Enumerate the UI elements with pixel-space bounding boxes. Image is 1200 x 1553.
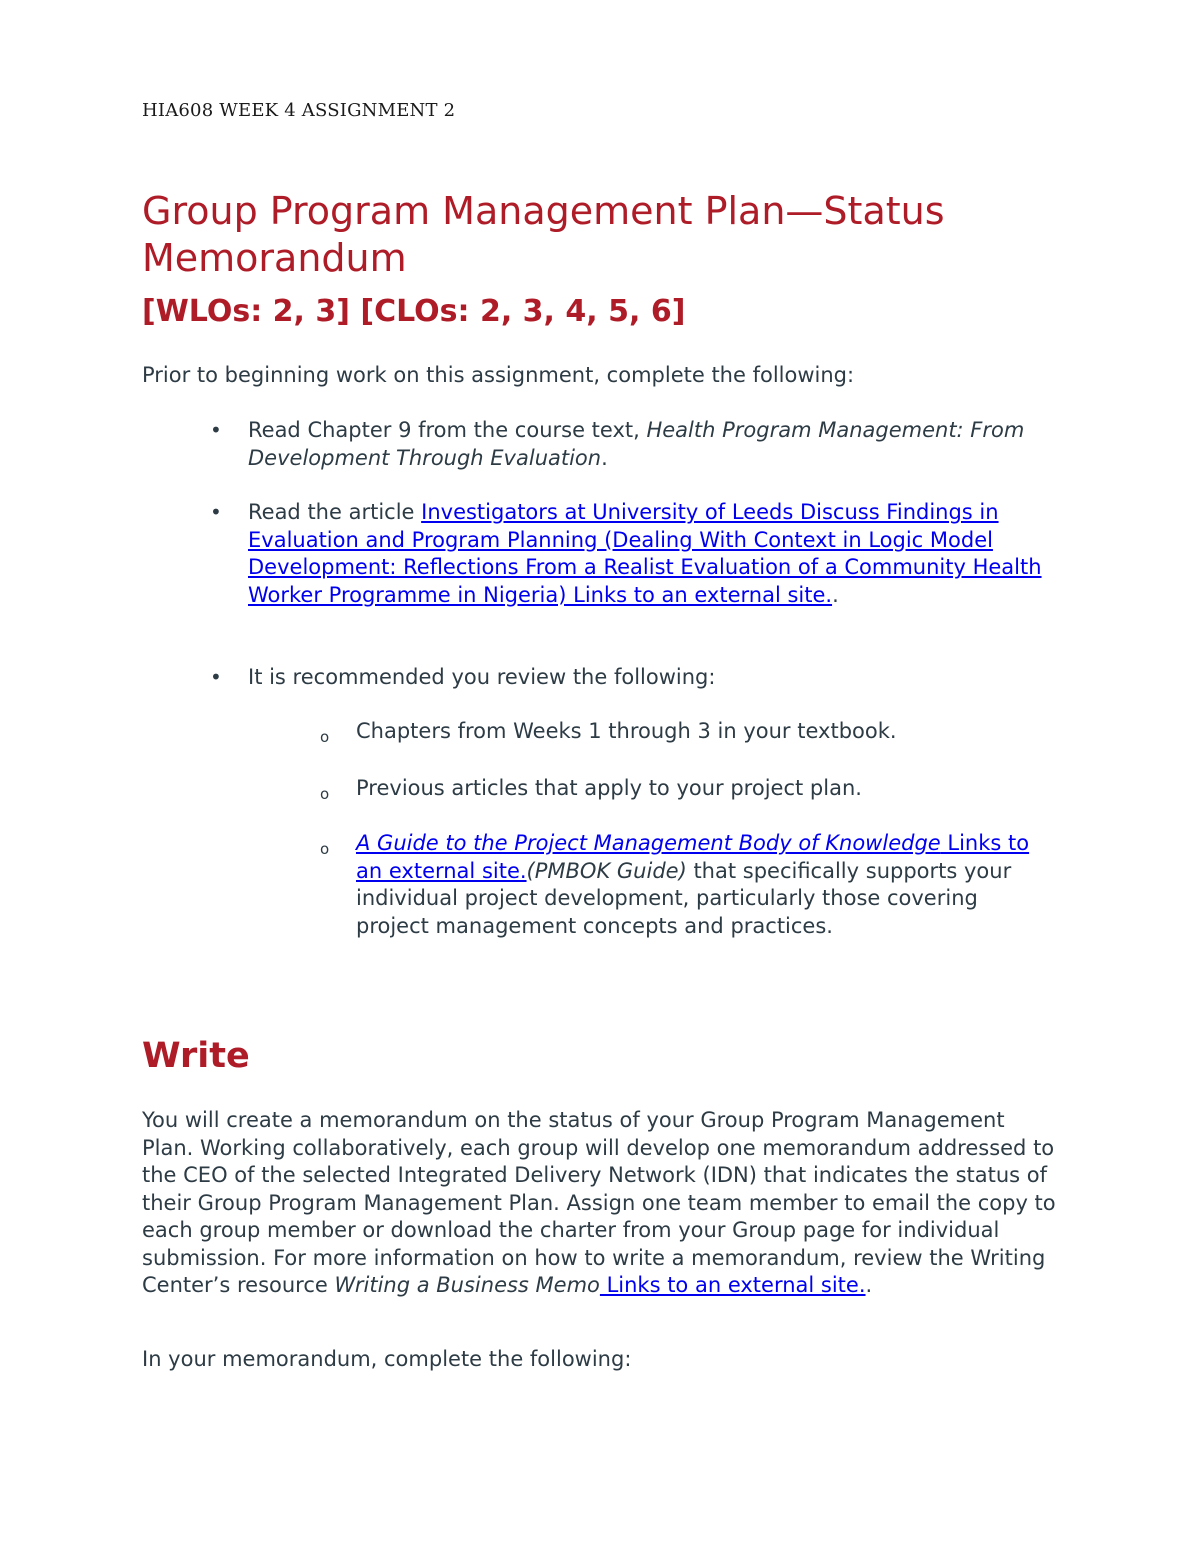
intro-text: Prior to beginning work on this assignment, complete the following: [142,363,855,387]
list-item [248,499,1063,609]
bullet-icon: • [210,418,222,442]
article-link[interactable]: Investigators at University of Leeds Discuss Findings in Evaluation and Program Planning (Dealing With Context in Logic Model Development: Reflections From a Realist Evaluation of a Community Health Worker Programme in Nigeria) Links to an external site. [248,500,1042,607]
list-item [248,417,1068,472]
sub-item-text: Chapters from Weeks 1 through 3 in your textbook. [356,719,897,743]
bullet-text: Read Chapter 9 from the course text, [248,418,647,442]
bullet-text: It is recommended you review the following: [248,665,716,689]
sub-item-text: that specifically supports your individual project development, particularly those covering project management concepts and practices. [356,858,1012,938]
pmbok-link-title: A Guide to the Project Management Body of Knowledge [356,831,941,855]
bullet-icon: • [210,665,222,689]
list-item [248,664,1068,692]
learning-outcomes: [WLOs: 2, 3] [CLOs: 2, 3, 4, 5, 6] [142,294,686,329]
sub-bullet-icon: o [320,728,330,746]
sub-item-text: Previous articles that apply to your project plan. [356,776,862,800]
pmbok-abbrev: (PMBOK Guide) [526,858,687,883]
sub-bullet-icon: o [320,785,330,803]
write-paragraph-suffix: . [865,1273,873,1297]
course-header: HIA608 WEEK 4 ASSIGNMENT 2 [142,100,456,121]
business-memo-link[interactable]: Links to an external site. [599,1273,866,1297]
closing-text: In your memorandum, complete the following: [142,1347,632,1371]
business-memo-title: Writing a Business Memo [334,1273,600,1297]
pmbok-link-label: Links to an external site. [356,831,1030,883]
write-paragraph [142,1107,1062,1300]
write-heading: Write [142,1036,250,1076]
textbook-title: Health Program Management: From Development Through Evaluation [248,418,1025,470]
page-title: Group Program Management Plan—Status Memorandum [142,189,945,280]
bullet-suffix: . [601,445,608,470]
bullet-text: Read the article [248,500,422,524]
sub-list-item [356,830,1056,940]
bullet-suffix: . [832,582,839,607]
bullet-icon: • [210,500,222,524]
write-paragraph-text: You will create a memorandum on the status of your Group Program Management Plan. Working collaboratively, each group will develop one memorandum addressed to the CEO of the selected Integrated Delivery Network (IDN) that indicates the status of their Group Program Management Plan. Assign one team member to email the copy to each group member or download the charter from your Group page for individual submission. For more information on how to write a memorandum, review the Writing Center’s resource [142,1108,1056,1297]
sub-list-item [356,718,1066,746]
sub-list-item [356,775,1066,803]
sub-bullet-icon: o [320,840,330,858]
